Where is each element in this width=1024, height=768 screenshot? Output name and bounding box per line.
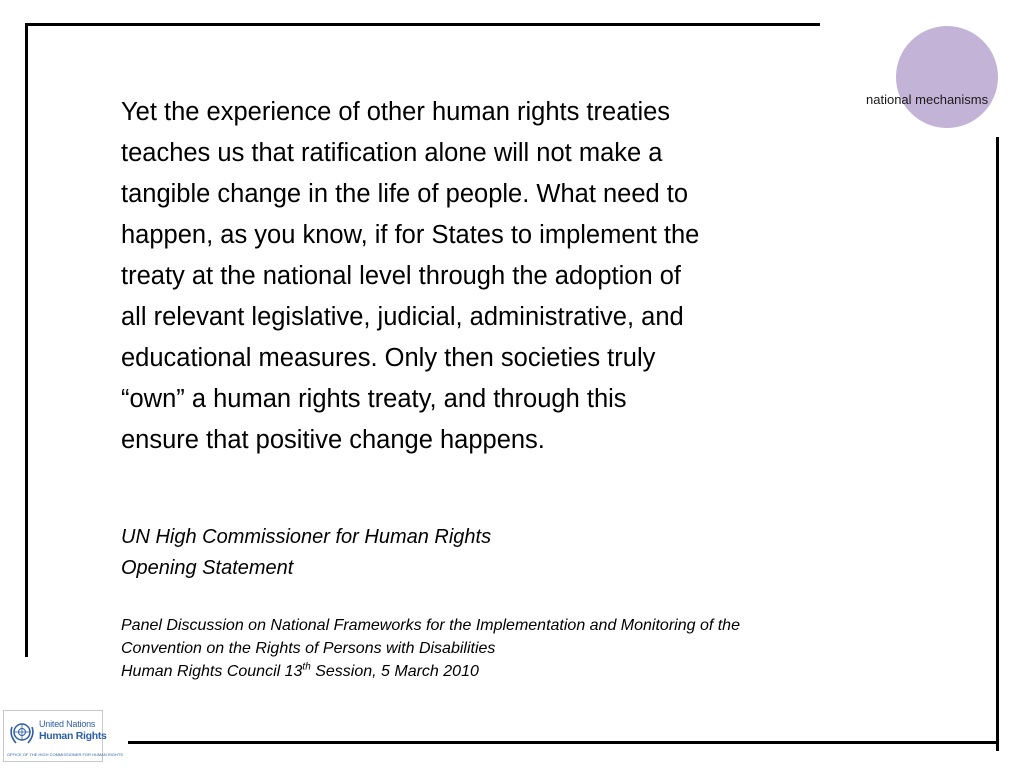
frame-left-line: [25, 23, 28, 657]
event-line-2: Convention on the Rights of Persons with Disabilities: [121, 640, 496, 657]
quote-line: treaty at the national level through the adoption of: [121, 262, 681, 290]
section-label: national mechanisms: [866, 92, 989, 107]
frame-top-line: [26, 23, 820, 26]
statement-title: Opening Statement: [121, 557, 294, 579]
quote-line: happen, as you know, if for States to implement the: [121, 221, 700, 249]
logo-subtitle: OFFICE OF THE HIGH COMMISSIONER FOR HUMAN RIGHTS: [7, 752, 123, 757]
event-date-text: Session, 5 March 2010: [310, 663, 479, 680]
quote-line: all relevant legislative, judicial, administrative, and: [121, 303, 684, 331]
speaker-name: UN High Commissioner for Human Rights: [121, 526, 492, 548]
quote-text: [121, 92, 841, 461]
quote-line: tangible change in the life of people. What need to: [121, 180, 689, 208]
logo-text-human-rights: Human Rights: [39, 730, 107, 742]
un-human-rights-logo: [3, 710, 123, 762]
quote-line: “own” a human rights treaty, and through this: [121, 385, 627, 413]
event-session-text: Human Rights Council 13: [121, 663, 303, 680]
quote-line: Yet the experience of other human rights treaties: [121, 98, 671, 126]
event-details: [121, 614, 861, 683]
event-line-1: Panel Discussion on National Frameworks for the Implementation and Monitoring of the: [121, 617, 740, 634]
quote-line: ensure that positive change happens.: [121, 426, 545, 454]
quote-line: educational measures. Only then societies truly: [121, 344, 656, 372]
frame-bottom-line: [128, 741, 999, 744]
logo-text-united-nations: United Nations: [39, 719, 96, 729]
section-circle-badge: [896, 26, 998, 128]
event-line-3: [121, 660, 861, 683]
frame-right-line: [996, 137, 999, 751]
un-emblem-icon: [8, 719, 36, 752]
attribution: [121, 522, 841, 584]
ordinal-suffix: th: [302, 661, 311, 673]
quote-line: teaches us that ratification alone will not make a: [121, 139, 663, 167]
